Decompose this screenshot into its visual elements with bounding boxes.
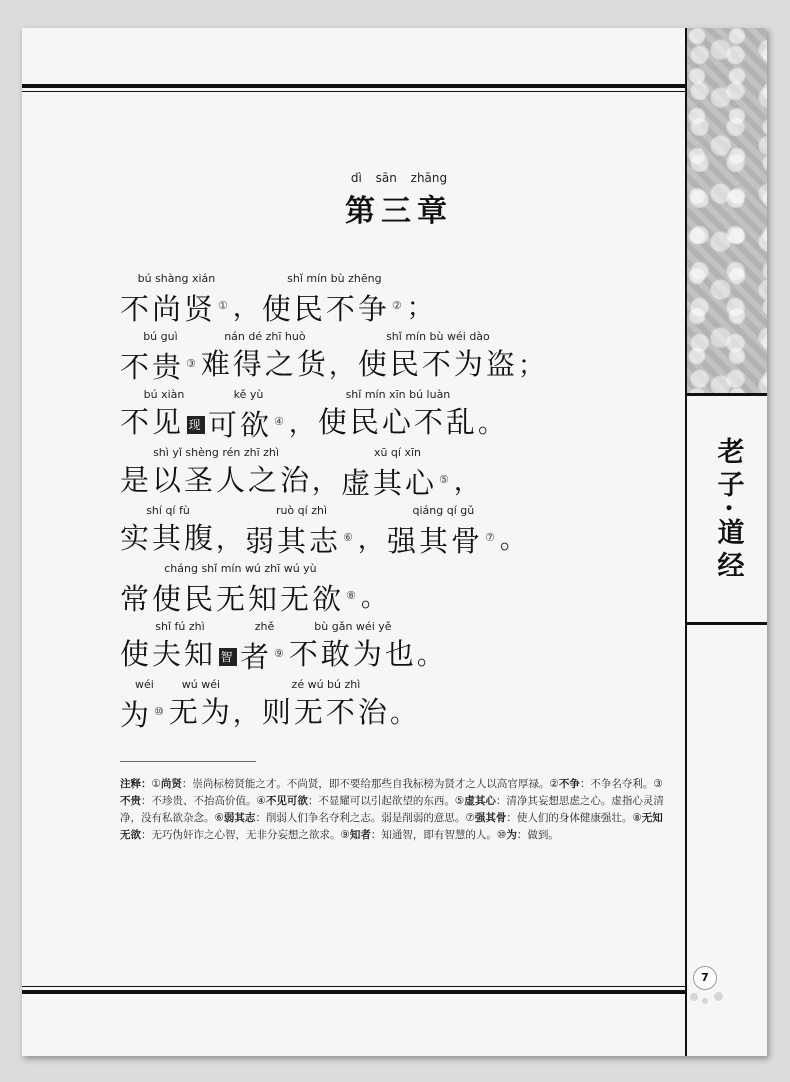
verse-segment (120, 388, 208, 442)
note-term: 为 (506, 829, 517, 841)
verse-line (120, 446, 483, 504)
note-term: 无知无欲 (120, 812, 663, 841)
punctuation: ， (312, 467, 342, 497)
verse-segment (329, 330, 358, 384)
note-text: ③ (653, 778, 663, 790)
punctuation: 。 (416, 641, 446, 671)
annotation-notes (120, 776, 673, 844)
verse-segment (500, 504, 529, 558)
verse-segment (454, 446, 483, 500)
hanzi-text: 使民心不乱 (317, 405, 478, 439)
pinyin: kě yù (233, 388, 264, 401)
verse-line (120, 678, 419, 736)
punctuation: ， (328, 351, 358, 381)
verse-segment (120, 446, 312, 500)
pinyin (417, 620, 446, 634)
pinyin: zhě (254, 620, 275, 633)
note-marker: ⑦ (484, 531, 498, 544)
note-term: 强其骨 (474, 812, 507, 824)
pinyin (233, 678, 262, 692)
punctuation: 。 (389, 699, 419, 729)
hanzi-text: 不敢为也 (288, 637, 417, 671)
note-text: ⑩ (496, 829, 507, 841)
note-marker: ⑥ (343, 531, 356, 544)
pinyin (233, 272, 262, 286)
verse-segment (208, 388, 289, 442)
verse-segment (312, 446, 341, 500)
pinyin: nán dé zhī huò (224, 330, 306, 343)
note-marker: ③ (186, 357, 199, 370)
note-text: ：不珍贵、不抬高价值。 (141, 795, 257, 807)
punctuation: 。 (477, 409, 507, 439)
verse-segment (120, 620, 240, 674)
note-text: ：不争名夺利。 (579, 778, 654, 790)
pinyin: shì yǐ shèng rén zhī zhì (153, 446, 279, 459)
verse-segment (361, 562, 390, 616)
decor-dot (690, 993, 698, 1001)
pinyin: bù gǎn wéi yě (314, 620, 392, 633)
pinyin: bú guì (143, 330, 178, 343)
hanzi-text: 使夫知 (120, 637, 217, 671)
verse-line (120, 562, 390, 620)
bottom-double-rule (22, 986, 685, 994)
hanzi-text: 实其腹 (120, 521, 217, 555)
pinyin (329, 330, 358, 344)
note-text: ④ (256, 795, 266, 807)
pinyin: shǐ mín xīn bú luàn (345, 388, 451, 401)
punctuation: ， (232, 293, 262, 323)
book-page (22, 28, 767, 1056)
punctuation: ， (453, 467, 483, 497)
pinyin: wéi (135, 678, 154, 691)
pinyin: ruò qí zhì (275, 504, 327, 517)
punctuation: ， (357, 525, 387, 555)
pinyin: bú shàng xián (137, 272, 216, 285)
hanzi-text: 难得之货 (200, 347, 329, 381)
verse-line (120, 330, 547, 388)
note-text: ：崇尚标榜贤能之才。不尚贤，即不要给那些自我标榜为贤才之人以高官厚禄。 (181, 778, 550, 790)
pinyin: shǐ mín bù zhēng (287, 272, 382, 285)
pinyin (478, 388, 507, 402)
note-term: 不争 (558, 778, 580, 790)
hanzi-text: 为 (120, 698, 153, 732)
pinyin: wú wéi (181, 678, 221, 691)
note-text: ：做到。 (516, 829, 559, 841)
pinyin: zé wú bú zhì (291, 678, 361, 691)
verse-segment (407, 272, 436, 326)
pinyin (312, 446, 341, 460)
hanzi-text: 常使民无知无欲 (120, 582, 345, 616)
note-text: ② (549, 778, 559, 790)
pinyin: qiáng qí gǔ (412, 504, 475, 517)
side-band (685, 28, 767, 1056)
pinyin (289, 388, 318, 402)
chapter-pinyin: dì sān zhāng (350, 171, 448, 185)
verse-segment (240, 620, 289, 674)
verse-segment (289, 388, 318, 442)
hanzi-text: 不贵 (120, 350, 185, 384)
verse-segment (341, 446, 454, 500)
verse-segment (201, 330, 329, 384)
verse-segment (120, 504, 216, 558)
verse-segment (358, 330, 518, 384)
hanzi-text: 无为 (168, 695, 233, 729)
verse-segment (120, 562, 361, 616)
pinyin (500, 504, 529, 518)
note-text: ：知通智，即有智慧的人。 (370, 829, 497, 841)
hanzi-text: 可欲 (208, 408, 273, 442)
punctuation: 。 (360, 583, 390, 613)
verse-segment (478, 388, 507, 442)
pinyin (454, 446, 483, 460)
punctuation: ； (406, 293, 436, 323)
note-text: ① (151, 778, 161, 790)
pinyin: xū qí xīn (373, 446, 421, 459)
verse-segment (417, 620, 446, 674)
note-text: ：削弱人们争名夺利之志。弱是削弱的意思。 (255, 812, 466, 824)
chapter-title: 第三章 (345, 194, 453, 229)
note-marker: ② (391, 299, 405, 312)
note-text: ：使人们的身体健康强壮。 (506, 812, 633, 824)
verse-line (120, 272, 436, 330)
punctuation: 。 (499, 525, 529, 555)
verse-segment (262, 678, 390, 732)
note-text: ⑥ (214, 812, 224, 824)
note-marker: ① (218, 299, 231, 312)
verse-segment (518, 330, 547, 384)
verse-segment (358, 504, 387, 558)
decor-dot (714, 992, 723, 1001)
punctuation: ， (288, 409, 318, 439)
side-title: 老子·道经 (712, 437, 744, 585)
note-text: ⑦ (465, 812, 475, 824)
decor-dot (702, 998, 708, 1004)
note-term: 不贵 (120, 795, 141, 807)
hanzi-text: 虚其心 (341, 466, 438, 500)
verse-segment (318, 388, 478, 442)
note-marker: ⑤ (439, 473, 452, 486)
page-number: 7 (693, 966, 717, 990)
punctuation: ， (216, 525, 246, 555)
note-text: ：不显耀可以引起欲望的东西。 (307, 795, 455, 807)
note-text: ⑧ (632, 812, 642, 824)
verse-segment (169, 678, 233, 732)
hanzi-text: 不见 (120, 405, 185, 439)
hanzi-text: 不尚贤 (120, 292, 217, 326)
hanzi-text: 则无不治 (261, 695, 390, 729)
verse-segment (120, 330, 201, 384)
verse-segment (387, 504, 500, 558)
punctuation: ； (517, 351, 547, 381)
pinyin: cháng shǐ mín wú zhī wú yù (164, 562, 317, 575)
verse-segment (390, 678, 419, 732)
hanzi-text: 弱其志 (245, 524, 342, 558)
hanzi-text: 是以圣人之治 (120, 463, 313, 497)
note-term: 虚其心 (464, 795, 496, 807)
verse-segment (262, 272, 407, 326)
verse-segment (120, 678, 169, 732)
note-text: ⑤ (454, 795, 465, 807)
note-term: 不见可欲 (265, 795, 308, 807)
pinyin (361, 562, 390, 576)
verse-segment (233, 272, 262, 326)
verse-segment (245, 504, 358, 558)
verse-segment (120, 272, 233, 326)
hanzi-text: 使民不争 (261, 292, 390, 326)
note-term: 注释： (120, 778, 152, 790)
variant-character-box: 智 (220, 650, 236, 664)
decorative-pattern (687, 28, 767, 396)
pinyin (407, 272, 436, 286)
note-marker: ⑧ (346, 589, 359, 602)
pinyin (358, 504, 387, 518)
pinyin: shí qí fù (146, 504, 190, 517)
note-term: 知者 (349, 829, 371, 841)
hanzi-text: 使民不为盗 (357, 347, 518, 381)
hanzi-text: 者 (240, 640, 273, 674)
notes-divider (120, 761, 256, 762)
pinyin: bú xiàn (143, 388, 185, 401)
note-term: 尚贤 (160, 778, 182, 790)
hanzi-text: 强其骨 (386, 524, 483, 558)
verse-line (120, 620, 446, 678)
pinyin: shǐ mín bù wéi dào (386, 330, 490, 343)
punctuation: ， (232, 699, 262, 729)
note-text: ：清净其妄想思虑之心。虚指心灵清净，没有私欲杂念。 (120, 795, 664, 824)
note-marker: ⑩ (154, 705, 167, 718)
pinyin (518, 330, 547, 344)
pinyin (390, 678, 419, 692)
verse-line (120, 388, 507, 446)
note-marker: ④ (274, 415, 287, 428)
verse-segment (233, 678, 262, 732)
note-marker: ⑨ (274, 647, 287, 660)
note-text: ⑨ (340, 829, 350, 841)
top-double-rule (22, 84, 685, 92)
verse-segment (289, 620, 417, 674)
verse-segment (216, 504, 245, 558)
note-text: ：无巧伪奸诈之心智，无非分妄想之欲求。 (141, 829, 341, 841)
pinyin: shǐ fú zhì (155, 620, 205, 633)
side-title-box (687, 400, 767, 625)
verse-line (120, 504, 529, 562)
note-term: 弱其志 (223, 812, 256, 824)
variant-character-box: 现 (188, 418, 204, 432)
pinyin (216, 504, 245, 518)
